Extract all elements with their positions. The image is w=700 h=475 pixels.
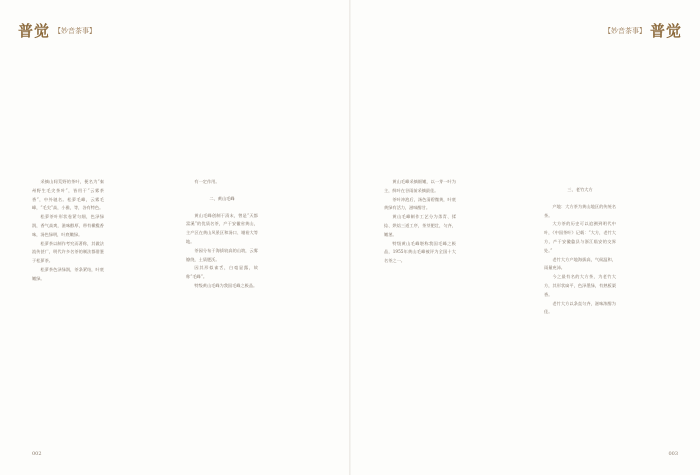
paragraph: 老竹大方以条直匀齐，滋味浓醇为佳。	[544, 300, 616, 315]
section-heading: 二、黄山毛峰	[209, 195, 235, 201]
paragraph: 黄山毛峰制作工艺分为杀青、揉捻、烘焙三道工序，茶芽肥壮，匀齐，嫩茎。	[384, 214, 456, 237]
paragraph: 产地：大方茶为黄山地区的传统名茶。	[544, 203, 616, 218]
paragraph: 松萝茶叶形状卷紧匀细，色泽绿润，香气高爽，滋味醇厚，带有橄榄香味，汤色绿明，叶底嫩绿。	[32, 214, 104, 237]
paragraph: 茶园分布于海拔较高的山坡，云雾缭绕，土质肥沃。	[186, 247, 258, 262]
paragraph: 特级黄山毛峰堪称我国毛峰之极品，1955年黄山毛峰被评为全国十大名茶之一。	[384, 240, 456, 264]
text-column	[186, 178, 258, 450]
brand-logo: 普觉	[18, 22, 51, 40]
paragraph: 大方茶的历史可以追溯到明代中叶，《中国茶叶》记载：“大方，老竹大方，产于安徽歙县与浙江临安的交界处。”	[544, 221, 616, 253]
paragraph: 松萝茶以制作考究而著称，其做法流传甚广，明代许多名茶的制法都借鉴于松萝茶。	[32, 240, 104, 264]
paragraph: 有一定作用。	[194, 179, 220, 184]
paragraph: 老竹大方产地海拔高，气候温和，雨量充沛。	[544, 256, 616, 271]
text-column	[384, 178, 456, 450]
brand-logo: 普觉	[649, 22, 682, 40]
paragraph: 黄山毛峰采摘细嫩，以一芽一叶为主，鲜叶在谷雨前采摘最佳。	[384, 179, 456, 193]
paragraph: 黄山毛峰创制于清末，曾是“天都富溪”的优质名茶，产于安徽省黄山，主产区在黄山风景区和汤口、谢裕大等地。	[186, 212, 258, 244]
page-number-right: 003	[668, 451, 678, 457]
paragraph: 松萝茶色泽绿润，茶条紧结，叶底嫩绿。	[32, 266, 104, 281]
header-right	[604, 20, 682, 41]
text-column	[544, 178, 616, 450]
paragraph: 今之最有名的大方茶，为老竹大方，其形状扁平，色泽墨绿，有熟板栗香。	[544, 274, 616, 297]
paragraph: 采摘山间荒野的茶叶，便名为“秦州野生毛尖茶叶”，皆用于“云雾茶香”，中外驰名。松萝毛峰，云雾毛峰，“毛尖”高，小雅，等，各有特色。	[32, 179, 104, 211]
section-title: 【妙音茶事】	[603, 26, 646, 35]
text-column	[32, 178, 104, 450]
paragraph: 特级黄山毛峰为我国毛峰之极品。	[194, 282, 258, 288]
section-heading: 三、老竹大方	[567, 187, 593, 192]
section-title: 【妙音茶事】	[54, 26, 97, 35]
paragraph: 因其形似雀舌，白毫显露，故称“毛峰”。	[186, 265, 258, 280]
paragraph: 茶叶冲泡后，汤色清碧微黄，叶底黄绿有活力，滋味醇甘。	[384, 196, 456, 211]
book-gutter	[349, 0, 351, 475]
header-left	[18, 20, 96, 41]
page-number-left: 002	[32, 451, 42, 457]
